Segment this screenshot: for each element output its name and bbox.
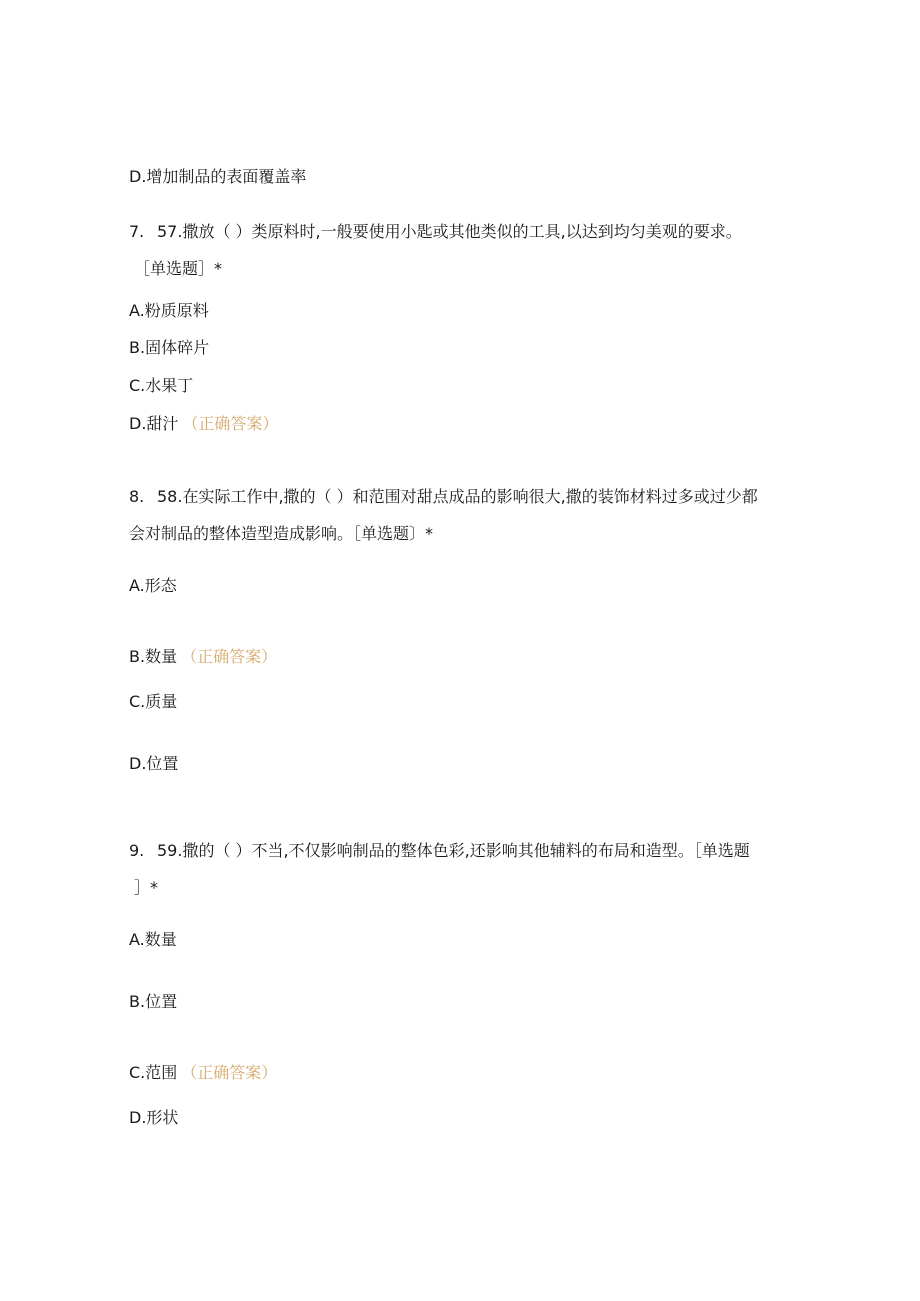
question-9-option-c[interactable]: C.范围 （正确答案） — [129, 1063, 278, 1082]
correct-answer-mark: （正确答案） — [182, 414, 279, 433]
correct-answer-mark: （正确答案） — [181, 1063, 278, 1082]
question-8-text-line2 — [129, 522, 433, 546]
question-8-option-d[interactable]: D.位置 — [129, 754, 179, 773]
question-7-option-b[interactable]: B.固体碎片 — [129, 338, 210, 357]
question-type-label: ［单选题］* — [134, 259, 223, 278]
question-type-label: ］* — [134, 878, 159, 897]
question-7-option-c[interactable]: C.水果丁 — [129, 376, 194, 395]
question-9-option-d[interactable]: D.形状 — [129, 1108, 179, 1127]
question-7-option-d[interactable]: D.甜汁 （正确答案） — [129, 414, 279, 433]
option-d-prev: D.增加制品的表面覆盖率 — [129, 167, 307, 186]
correct-answer-mark: （正确答案） — [181, 647, 278, 666]
question-8-option-b[interactable]: B.数量 （正确答案） — [129, 647, 278, 666]
question-text: 58.在实际工作中,撒的（ ）和范围对甜点成品的影响很大,撒的装饰材料过多或过少都 — [157, 487, 758, 506]
question-number: 9. — [129, 841, 145, 860]
question-9-option-b[interactable]: B.位置 — [129, 992, 178, 1011]
question-7-type — [134, 257, 222, 281]
question-8-option-a[interactable]: A.形态 — [129, 576, 177, 595]
question-7-title — [129, 220, 742, 244]
question-9-title — [129, 839, 750, 863]
question-9-option-a[interactable]: A.数量 — [129, 930, 177, 949]
question-number: 7. — [129, 222, 145, 241]
question-7-option-a[interactable]: A.粉质原料 — [129, 301, 209, 320]
question-text-continued: 会对制品的整体造型造成影响。［单选题〕* — [129, 524, 434, 543]
question-text: 59.撒的（ ）不当,不仅影响制品的整体色彩,还影响其他辅料的布局和造型。［单选题 — [157, 841, 750, 860]
question-text: 57.撒放（ ）类原料时,一般要使用小匙或其他类似的工具,以达到均匀美观的要求。 — [157, 222, 742, 241]
question-number: 8. — [129, 487, 145, 506]
question-8-title — [129, 485, 758, 509]
question-8-option-c[interactable]: C.质量 — [129, 692, 178, 711]
question-9-type — [134, 876, 158, 900]
